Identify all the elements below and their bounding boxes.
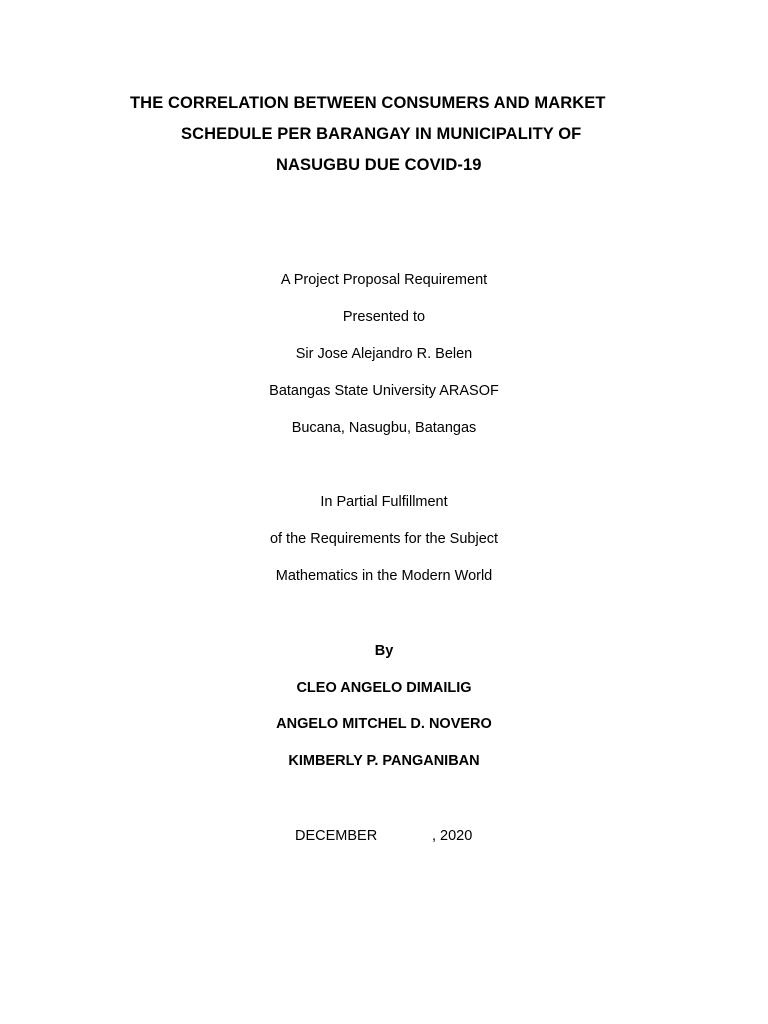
- date-month: DECEMBER: [295, 828, 378, 844]
- by-label: By: [374, 643, 394, 659]
- university-address: Bucana, Nasugbu, Batangas: [291, 420, 477, 436]
- title-line-1: THE CORRELATION BETWEEN CONSUMERS AND MARKET: [130, 94, 606, 112]
- author-name-3: KIMBERLY P. PANGANIBAN: [288, 753, 480, 769]
- date-year: , 2020: [432, 828, 473, 844]
- university-name: Batangas State University ARASOF: [269, 383, 499, 399]
- instructor-name: Sir Jose Alejandro R. Belen: [295, 346, 473, 362]
- title-line-3: NASUGBU DUE COVID-19: [276, 156, 482, 174]
- author-name-1: CLEO ANGELO DIMAILIG: [296, 680, 472, 696]
- fulfillment-line-3: Mathematics in the Modern World: [275, 568, 493, 584]
- presented-to-text: Presented to: [342, 309, 426, 325]
- title-line-2: SCHEDULE PER BARANGAY IN MUNICIPALITY OF: [181, 125, 582, 143]
- author-name-2: ANGELO MITCHEL D. NOVERO: [276, 716, 492, 732]
- purpose-text: A Project Proposal Requirement: [280, 272, 488, 288]
- fulfillment-line-1: In Partial Fulfillment: [320, 494, 448, 510]
- fulfillment-line-2: of the Requirements for the Subject: [269, 531, 499, 547]
